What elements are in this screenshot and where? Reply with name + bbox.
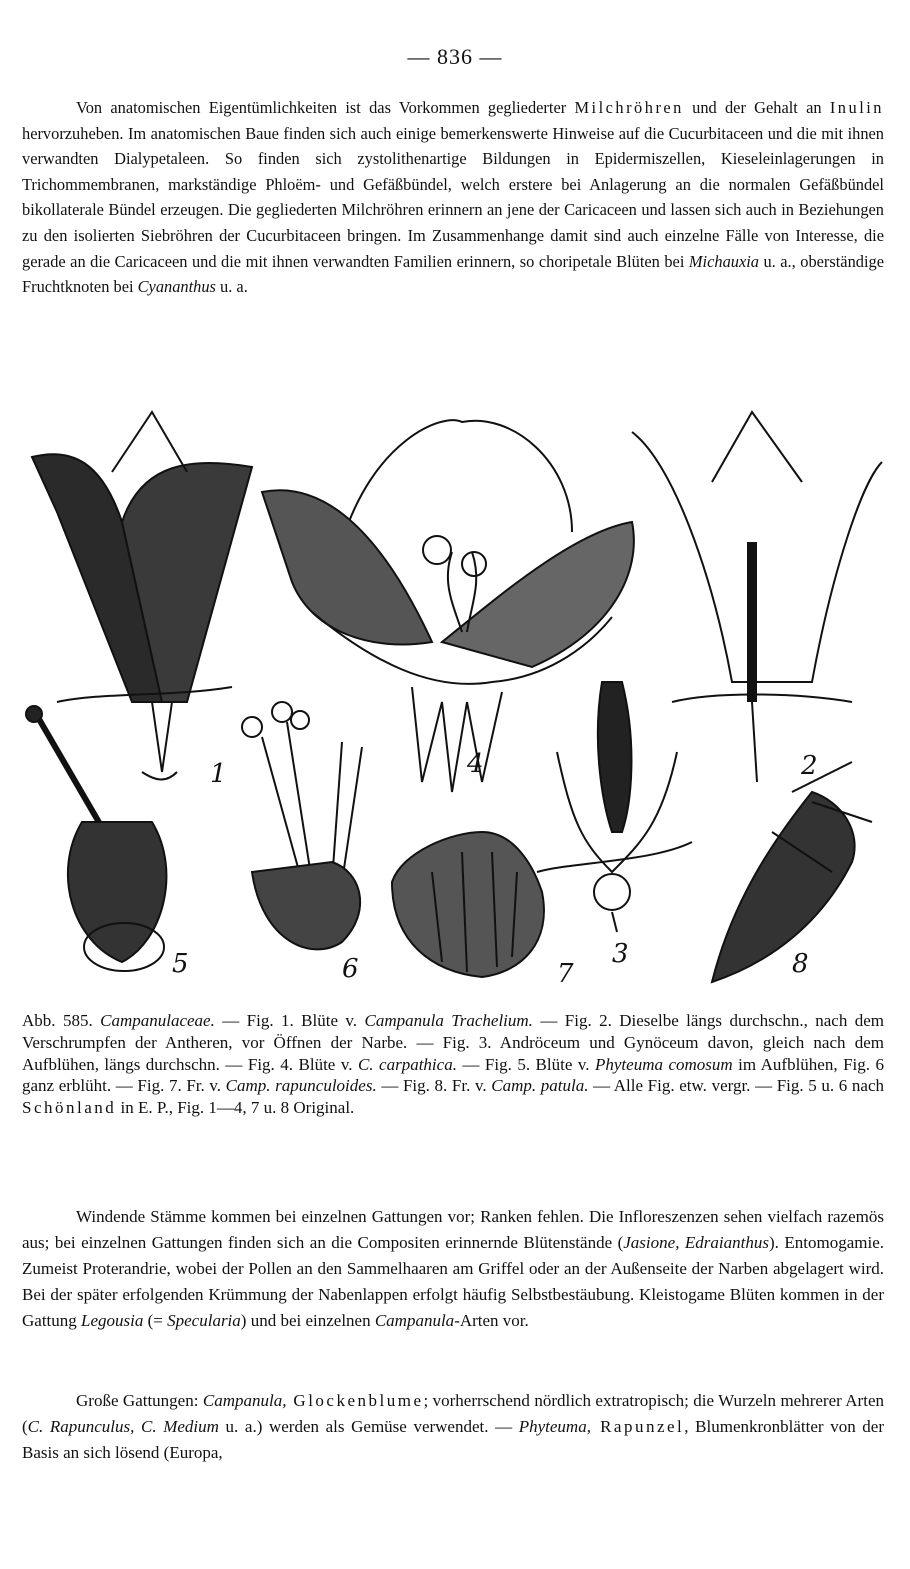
species-name: C. carpathica. xyxy=(357,1054,457,1074)
fig-number: 5 xyxy=(172,949,189,979)
common-name: Glockenblume xyxy=(286,1391,424,1410)
figure-caption xyxy=(22,1010,884,1119)
text-run: ). Entomogamie. Zumeist Proterandrie, wobei der Pollen an den Sammelhaaren am Griffel oder an der Außenseite der Narben abgelagert wird. Bei der später erfolgenden Krümmung der Nabenlappen erfolgt häufig Selbstbestäubung. Kleistogame Blüten kommen in der Gattung xyxy=(22,1233,885,1330)
fig-number: 6 xyxy=(342,954,359,984)
text-run: — Fig. 2. Dieselbe längs durchschn., nach dem Verschrumpfen der Antheren, vor Öffnen der Narbe. — Fig. 3. Andröceum und Gynöceum davon, gleich nach dem Aufblühen, längs durchschn. — Fig. 4. Blüte v. xyxy=(22,1011,885,1074)
text-run: und der Gehalt an xyxy=(683,98,830,117)
text-run: (= xyxy=(143,1311,168,1330)
page-number: — 836 — xyxy=(407,44,503,69)
spaced-term: Inulin xyxy=(829,98,884,117)
genus-name: Michauxia xyxy=(688,251,759,271)
text-run: u. a., oberständige Fruchtknoten bei xyxy=(22,251,884,297)
text-run: u. a.) werden als Gemüse verwendet. — xyxy=(218,1417,519,1436)
intro-paragraph xyxy=(22,95,884,300)
fig6-open-bud xyxy=(242,702,362,949)
genus-name: Campanula, xyxy=(202,1391,287,1410)
species-name: Camp. patula. xyxy=(491,1076,589,1096)
body-paragraph xyxy=(22,1204,884,1334)
fig-number: 4 xyxy=(467,749,484,779)
text-run: — Fig. 1. Blüte v. xyxy=(214,1011,365,1030)
text-run: ) und bei einzelnen xyxy=(240,1311,375,1330)
text-run: Große Gattungen: xyxy=(76,1391,203,1410)
fig-number: 8 xyxy=(792,949,809,979)
text-run: hervorzuheben. Im anatomischen Baue finden sich auch einige bemerkenswerte Hinweise auf die Cucurbitaceen und die mit ihnen verwandten Dialypetaleen. So finden sich zystolithenartige Bildungen in Epidermiszellen, Kieseleinlagerungen in Trichommembranen, markständige Phloëm- und Gefäßbündel, welch erstere bei Anlagerung an die normalen Gefäßbündel bikollaterale Bündel erzeugen. Die gegliederten Milchröhren erinnern an jene der Caricaceen und lassen sich auch in Beziehungen zu den isolierten Siebröhren der Cucurbitaceen bringen. Im Zusammenhange damit sind auch einzelne Fälle von Interesse, die gerade an die Caricaceen und die mit ihnen verwandten Familien erinnern, so choripetale Blüten bei xyxy=(22,123,884,271)
family-name: Campanulaceae. xyxy=(100,1011,215,1030)
species-name: C. Rapunculus, C. Medium xyxy=(27,1417,219,1436)
common-name: Rapunzel xyxy=(590,1417,685,1436)
fig-number: 1 xyxy=(210,759,227,789)
text-run: — Fig. 8. Fr. v. xyxy=(376,1076,492,1096)
fig5-flower-bud xyxy=(26,706,166,971)
genera-paragraph xyxy=(22,1388,884,1466)
fig1-bell-flower xyxy=(32,412,252,780)
species-name: Camp. rapunculoides. xyxy=(225,1076,377,1096)
genus-name: Jasione, Edraianthus xyxy=(623,1233,769,1252)
fig2-section xyxy=(632,412,882,782)
fig-number: 2 xyxy=(801,751,818,781)
genus-name: Specularia xyxy=(167,1311,241,1330)
fig3-androeceum xyxy=(537,682,692,932)
species-name: Campanula Trachelium. xyxy=(364,1011,533,1030)
fig-number: 7 xyxy=(557,959,574,989)
fig-number: 3 xyxy=(612,939,629,969)
fig4-open-flower xyxy=(262,420,634,792)
text-run: — Fig. 5. Blüte v. xyxy=(456,1054,595,1074)
text-run: -Arten vor. xyxy=(454,1311,529,1330)
text-run: Windende Stämme kommen bei einzelnen Gattungen vor; Ranken fehlen. Die Infloreszenzen sehen vielfach razemös aus; bei einzelnen Gattungen finden sich an die Compositen erinnernde Blütenstände ( xyxy=(22,1207,884,1252)
text-run: u. a. xyxy=(215,277,248,297)
genus-name: Phyteuma, xyxy=(518,1417,591,1436)
botanical-figure xyxy=(12,402,898,1000)
text-run: — Alle Fig. etw. vergr. — Fig. 5 u. 6 nach xyxy=(588,1076,884,1096)
figure-illustration xyxy=(12,402,898,1000)
genus-name: Legousia xyxy=(81,1311,144,1330)
text-run: im Aufblühen, Fig. 6 ganz erblüht. — Fig. 7. Fr. v. xyxy=(22,1054,884,1096)
text-run: , Blumenkronblätter von der Basis an sich lösend (Europa, xyxy=(22,1417,885,1462)
species-name: Phyteuma comosum xyxy=(595,1054,733,1074)
text-run: in E. P., Fig. 1—4, 7 u. 8 Original. xyxy=(116,1098,355,1118)
genus-name: Campanula xyxy=(374,1311,455,1330)
author-name: Schönland xyxy=(22,1098,117,1118)
text-run: ; vorherrschend nördlich extratropisch; die Wurzeln mehrerer Arten ( xyxy=(22,1391,884,1436)
fig7-fruit xyxy=(392,832,544,977)
text-run: Von anatomischen Eigentümlichkeiten ist das Vorkommen gegliederter xyxy=(76,98,575,117)
spaced-term: Milchröhren xyxy=(574,98,684,117)
caption-label: Abb. 585. xyxy=(22,1011,101,1030)
genus-name: Cyananthus xyxy=(137,277,216,297)
